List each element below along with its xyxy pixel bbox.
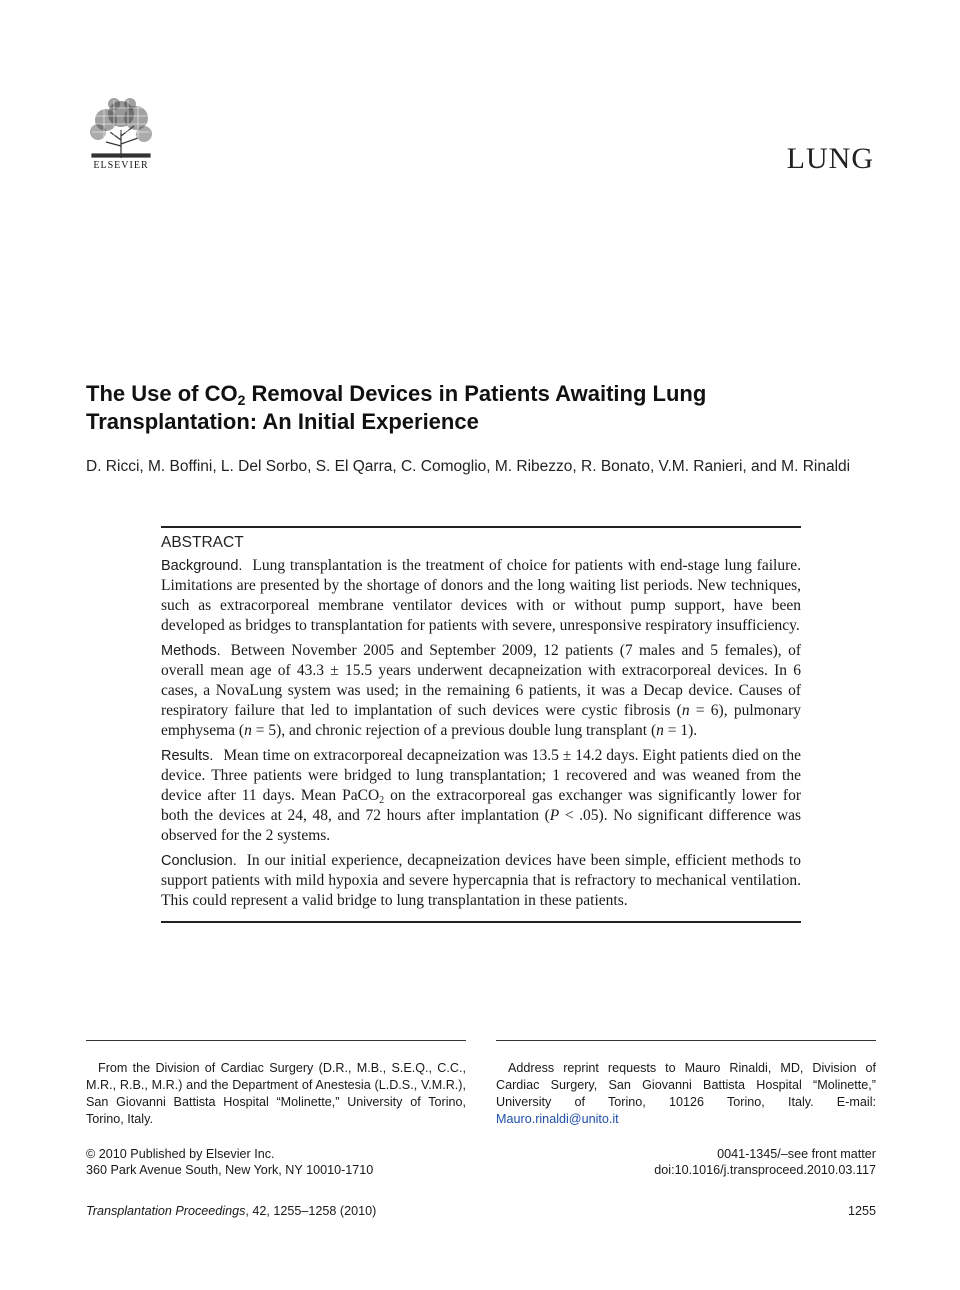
- email-link[interactable]: Mauro.rinaldi@unito.it: [496, 1112, 619, 1126]
- abstract-results: Results. Mean time on extracorporeal decapneization was 13.5 ± 14.2 days. Eight patients died on the device. Three patients were bridged to lung transplantation; 1 recovered and was weaned from the device after 11 days. Mean PaCO$_2$ on the extracorporeal gas exchanger was significantly lower for both the devices at 24, 48, and 72 hours after implantation (P < .05). No significant difference was observed for the 2 systems.: [161, 747, 801, 844]
- affiliation-footnote: From the Division of Cardiac Surgery (D.R., M.B., S.E.Q., C.C., M.R., R.B., M.R.) and the Department of Anestesia (L.D.S., V.M.R.), San Giovanni Battista Hospital “Molinette,” University of Torino, Torino, Italy.: [86, 1061, 466, 1126]
- elsevier-logo: [84, 96, 158, 174]
- abstract-box: [161, 526, 801, 923]
- abstract-heading: ABSTRACT: [161, 534, 244, 551]
- section-label: LUNG: [786, 142, 874, 175]
- reprint-footnote: Address reprint requests to Mauro Rinaldi, MD, Division of Cardiac Surgery, San Giovanni Battista Hospital “Molinette,” University of Torino, 10126 Torino, Italy. E-mail: Mauro.rinaldi@unito.it: [496, 1061, 876, 1126]
- abstract-methods: Methods. Between November 2005 and September 2009, 12 patients (7 males and 5 females), of overall mean age of 43.3 ± 15.5 years underwent decapneization with extracorporeal devices. In 6 cases, a NovaLung system was used; in the remaining 6 patients, it was a Decap device. Causes of respiratory failure that led to implantation of such devices were cystic fibrosis (n = 6), pulmonary emphysema (n = 5), and chronic rejection of a previous double lung transplant (n = 1).: [161, 642, 801, 739]
- issn-doi-block: [654, 1146, 876, 1178]
- copyright-line: © 2010 Published by Elsevier Inc.: [86, 1147, 275, 1161]
- abstract-top-rule: [161, 526, 801, 528]
- elsevier-tree-icon: [84, 96, 158, 160]
- abstract-background: Background. Lung transplantation is the treatment of choice for patients with end-stage lung failure. Limitations are presented by the shortage of donors and the long waiting list periods. New techniques, such as extracorporeal membrane ventilator devices with or without pump support, have been developed as bridges to transplantation for patients with severe, unresponsive respiratory insufficiency.: [161, 557, 801, 634]
- author-list: D. Ricci, M. Boffini, L. Del Sorbo, S. El Qarra, C. Comoglio, M. Ribezzo, R. Bonato, V.M. Ranieri, and M. Rinaldi: [86, 458, 851, 475]
- publisher-name: ELSEVIER: [93, 160, 149, 171]
- footnote-rule-right: [496, 1040, 876, 1041]
- abstract-bottom-rule: [161, 921, 801, 923]
- abstract-conclusion: Conclusion. In our initial experience, decapneization devices have been simple, efficient methods to support patients with mild hypoxia and severe hypercapnia that is refractory to mechanical ventilation. This could represent a valid bridge to lung transplantation in these patients.: [161, 852, 801, 909]
- page-number: 1255: [847, 1204, 876, 1218]
- article-title: The Use of $CO_2$ Removal Devices in Patients Awaiting Lung Transplantation: An Initial Experience: [86, 381, 707, 434]
- copyright-block: [86, 1146, 373, 1178]
- journal-citation: Transplantation Proceedings, 42, 1255–1258 (2010): [86, 1204, 377, 1218]
- doi-line: doi:10.1016/j.transproceed.2010.03.117: [654, 1163, 876, 1177]
- issn-line: 0041-1345/–see front matter: [717, 1147, 876, 1161]
- footnote-rule-left: [86, 1040, 466, 1041]
- publisher-address: 360 Park Avenue South, New York, NY 10010-1710: [86, 1163, 374, 1177]
